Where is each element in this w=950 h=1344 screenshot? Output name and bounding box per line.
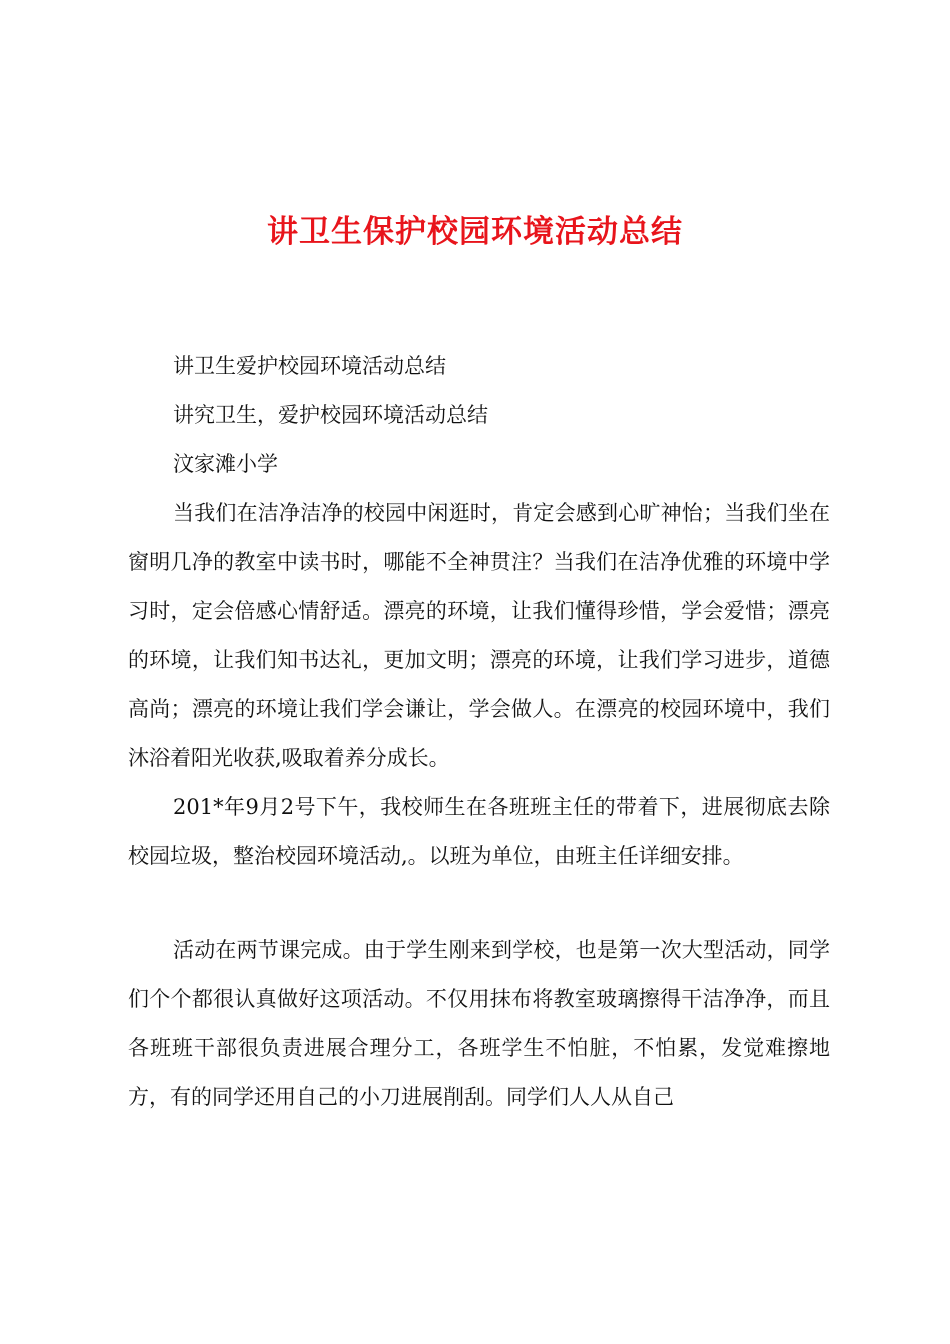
paragraph: 活动在两节课完成。由于学生刚来到学校，也是第一次大型活动，同学们个个都很认真做好这项活动。不仅用抹布将教室玻璃擦得干洁净净，而且各班班干部很负责进展合理分工，各班学生不怕脏，不怕累，发觉难擦地方，有的同学还用自己的小刀进展削刮。同学们人人从自己 <box>128 938 830 1109</box>
paragraph: 201*年9月2号下午，我校师生在各班班主任的带着下，进展彻底去除校园垃圾，整治校园环境活动,。以班为单位，由班主任详细安排。 <box>128 795 830 868</box>
subtitle-line: 讲究卫生，爱护校园环境活动总结 <box>173 403 488 427</box>
paragraph: 当我们在洁净洁净的校园中闲逛时，肯定会感到心旷神怡；当我们坐在窗明几净的教室中读书时，哪能不全神贯注？当我们在洁净优雅的环境中学习时，定会倍感心情舒适。漂亮的环境，让我们懂得珍惜，学会爱惜；漂亮的环境，让我们知书达礼，更加文明；漂亮的环境，让我们学习进步，道德高尚；漂亮的环境让我们学会谦让，学会做人。在漂亮的校园环境中，我们沐浴着阳光收获,吸取着养分成长。 <box>128 501 830 770</box>
paragraph-spacer <box>128 881 830 926</box>
subtitle-line: 讲卫生爱护校园环境活动总结 <box>173 354 446 378</box>
school-name: 汶家滩小学 <box>173 452 278 476</box>
document-title: 讲卫生保护校园环境活动总结 <box>267 214 683 250</box>
document-body <box>128 342 830 1122</box>
